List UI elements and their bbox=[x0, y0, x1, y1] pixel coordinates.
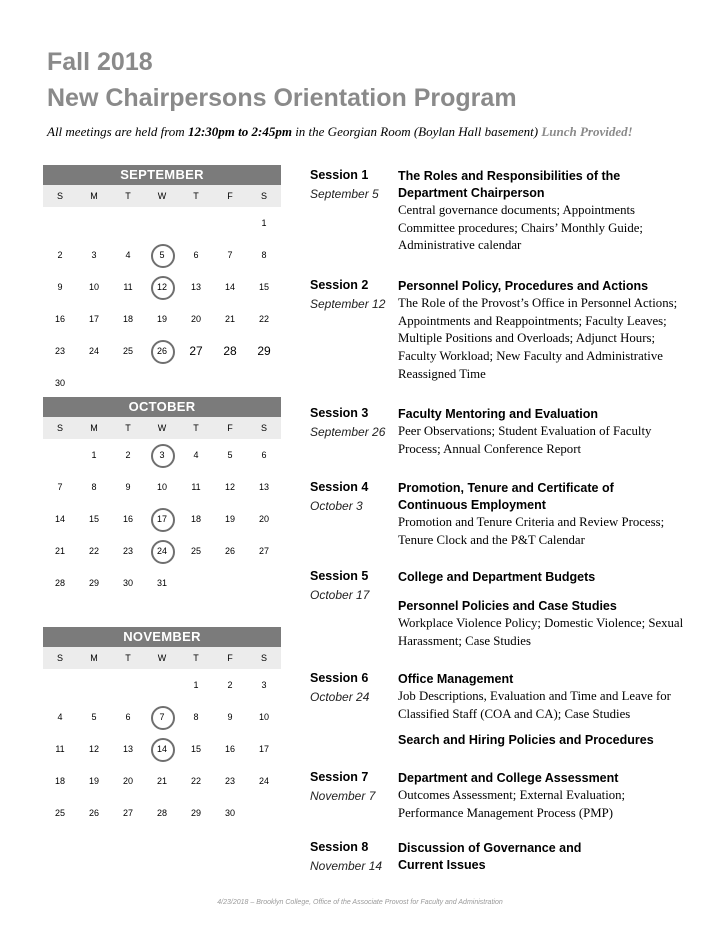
meeting-info bbox=[47, 124, 633, 140]
session-day-circled: 24 bbox=[145, 541, 179, 561]
weekday-label: T bbox=[193, 191, 199, 201]
calendar-week-row bbox=[43, 271, 281, 303]
calendar-week-row bbox=[43, 207, 281, 239]
session-topic bbox=[398, 406, 690, 458]
calendar-day: 1 bbox=[193, 680, 199, 690]
calendar-day: 16 bbox=[122, 514, 133, 524]
calendar-week-row bbox=[43, 239, 281, 271]
topic-title: Promotion, Tenure and Certificate of Continuous Employment bbox=[398, 481, 614, 512]
session-topic bbox=[398, 671, 690, 723]
calendar-day: 10 bbox=[258, 712, 269, 722]
calendar-day: 16 bbox=[54, 314, 65, 324]
weekday-label: T bbox=[125, 191, 131, 201]
page-title: Fall 2018 bbox=[47, 48, 153, 76]
calendar-day: 3 bbox=[261, 680, 267, 690]
calendar-day: 23 bbox=[224, 776, 235, 786]
calendar-day: 15 bbox=[88, 514, 99, 524]
weekday-label: T bbox=[193, 423, 199, 433]
calendar-day: 1 bbox=[91, 450, 97, 460]
session-label: Session 3 bbox=[310, 406, 369, 420]
calendar-day: 19 bbox=[88, 776, 99, 786]
weekday-header bbox=[43, 647, 281, 669]
session-topic bbox=[398, 480, 665, 549]
calendar-day: 8 bbox=[91, 482, 97, 492]
weekday-label: F bbox=[227, 423, 233, 433]
calendar-weeks bbox=[43, 669, 281, 829]
weekday-label: T bbox=[125, 653, 131, 663]
calendar-day: 28 bbox=[156, 808, 167, 818]
session-topic bbox=[398, 569, 690, 586]
calendar-week-row bbox=[43, 669, 281, 701]
calendar-day: 8 bbox=[193, 712, 199, 722]
session-topic bbox=[398, 278, 690, 384]
calendar-day: 10 bbox=[156, 482, 167, 492]
topic-description: Promotion and Tenure Criteria and Review Process; Tenure Clock and the P&T Calendar bbox=[398, 515, 665, 547]
calendar-day: 14 bbox=[54, 514, 65, 524]
session-day-circled: 26 bbox=[145, 341, 179, 361]
session-label: Session 5 bbox=[310, 569, 369, 583]
calendar-day: 22 bbox=[190, 776, 201, 786]
calendar-day: 20 bbox=[190, 314, 201, 324]
session-date: October 3 bbox=[310, 499, 363, 513]
calendar-day: 4 bbox=[125, 250, 131, 260]
calendar-week-row bbox=[43, 733, 281, 765]
topic-description: Workplace Violence Policy; Domestic Violence; Sexual Harassment; Case Studies bbox=[398, 616, 684, 648]
calendar-weeks bbox=[43, 439, 281, 599]
calendar-day: 30 bbox=[54, 378, 65, 388]
calendar-month-title: SEPTEMBER bbox=[43, 165, 281, 185]
lunch-note: Lunch Provided! bbox=[541, 124, 633, 139]
weekday-header bbox=[43, 417, 281, 439]
topic-title: Office Management bbox=[398, 672, 514, 686]
calendar-day: 23 bbox=[54, 346, 65, 356]
calendar-day: 25 bbox=[122, 346, 133, 356]
session-date: October 24 bbox=[310, 690, 370, 704]
calendar-day: 21 bbox=[224, 314, 235, 324]
calendar-day: 9 bbox=[227, 712, 233, 722]
session-day-circled: 17 bbox=[145, 509, 179, 529]
weekday-label: S bbox=[56, 191, 63, 201]
topic-description: Job Descriptions, Evaluation and Time and Leave for Classified Staff (COA and CA); Case Studies bbox=[398, 689, 671, 721]
calendar-day: 15 bbox=[190, 744, 201, 754]
calendar-day: 11 bbox=[55, 744, 65, 754]
calendar-day: 18 bbox=[54, 776, 65, 786]
weekday-label: S bbox=[260, 191, 267, 201]
meeting-time: 12:30pm to 2:45pm bbox=[187, 124, 292, 139]
calendar-day: 13 bbox=[190, 282, 201, 292]
calendar-day: 24 bbox=[88, 346, 99, 356]
calendar-week-row bbox=[43, 303, 281, 335]
calendar-day: 20 bbox=[122, 776, 133, 786]
calendar-day: 18 bbox=[190, 514, 201, 524]
calendar-day: 5 bbox=[91, 712, 97, 722]
calendar-week-row bbox=[43, 701, 281, 733]
session-label: Session 2 bbox=[310, 278, 369, 292]
topic-title: Search and Hiring Policies and Procedures bbox=[398, 733, 654, 747]
topic-description: Peer Observations; Student Evaluation of Faculty Process; Annual Conference Report bbox=[398, 424, 652, 456]
topic-title: Department and College Assessment bbox=[398, 771, 619, 785]
session-label: Session 8 bbox=[310, 840, 369, 854]
calendar-month-title: NOVEMBER bbox=[43, 627, 281, 647]
calendar-week-row bbox=[43, 503, 281, 535]
calendar-day: 9 bbox=[125, 482, 131, 492]
weekday-header bbox=[43, 185, 281, 207]
calendar-month-title: OCTOBER bbox=[43, 397, 281, 417]
weekday-label: T bbox=[125, 423, 131, 433]
calendar-day: 27 bbox=[189, 344, 203, 358]
session-topic bbox=[398, 598, 690, 650]
weekday-label: F bbox=[227, 191, 233, 201]
intro-location: in the Georgian Room (Boylan Hall basement) bbox=[291, 124, 542, 139]
calendar-day: 7 bbox=[227, 250, 233, 260]
calendar-week-row bbox=[43, 797, 281, 829]
weekday-label: S bbox=[260, 653, 267, 663]
calendar-day: 26 bbox=[88, 808, 99, 818]
calendar-day: 6 bbox=[125, 712, 131, 722]
calendar-day: 19 bbox=[224, 514, 235, 524]
topic-title: Faculty Mentoring and Evaluation bbox=[398, 407, 599, 421]
weekday-label: M bbox=[90, 191, 98, 201]
session-label: Session 1 bbox=[310, 168, 369, 182]
session-day-circled: 7 bbox=[145, 707, 179, 727]
session-topic bbox=[398, 168, 690, 255]
calendar-day: 21 bbox=[156, 776, 167, 786]
weekday-label: T bbox=[193, 653, 199, 663]
calendar-week-row bbox=[43, 471, 281, 503]
calendar-day: 23 bbox=[122, 546, 133, 556]
calendar-day: 25 bbox=[54, 808, 65, 818]
topic-description: Outcomes Assessment; External Evaluation; Performance Management Process (PMP) bbox=[398, 788, 626, 820]
calendar-day: 24 bbox=[258, 776, 269, 786]
calendar-day: 28 bbox=[223, 344, 237, 358]
calendar-day: 29 bbox=[190, 808, 201, 818]
calendar-weeks bbox=[43, 207, 281, 399]
weekday-label: S bbox=[56, 653, 63, 663]
calendar-day: 14 bbox=[224, 282, 235, 292]
weekday-label: M bbox=[90, 423, 98, 433]
weekday-label: F bbox=[227, 653, 233, 663]
calendar-day: 26 bbox=[224, 546, 235, 556]
calendar-day: 17 bbox=[88, 314, 99, 324]
calendar-week-row bbox=[43, 567, 281, 599]
calendar-day: 25 bbox=[190, 546, 201, 556]
calendar-day: 2 bbox=[57, 250, 63, 260]
calendar-day: 3 bbox=[91, 250, 97, 260]
calendar-november bbox=[43, 627, 281, 829]
calendar-day: 31 bbox=[156, 578, 167, 588]
session-topic bbox=[398, 840, 608, 874]
calendar-day: 18 bbox=[122, 314, 133, 324]
topic-title: Personnel Policy, Procedures and Actions bbox=[398, 279, 649, 293]
topic-title: The Roles and Responsibilities of the Department Chairperson bbox=[398, 169, 621, 200]
calendar-week-row bbox=[43, 535, 281, 567]
calendar-day: 29 bbox=[257, 344, 271, 358]
session-date: November 7 bbox=[310, 789, 376, 803]
calendar-day: 28 bbox=[54, 578, 65, 588]
session-label: Session 4 bbox=[310, 480, 369, 494]
calendar-day: 27 bbox=[122, 808, 133, 818]
calendar-day: 21 bbox=[54, 546, 65, 556]
session-topic bbox=[398, 732, 690, 749]
session-date: November 14 bbox=[310, 859, 383, 873]
calendar-day: 5 bbox=[227, 450, 233, 460]
calendar-day: 22 bbox=[258, 314, 269, 324]
page-subtitle: New Chairpersons Orientation Program bbox=[47, 84, 517, 112]
calendar-day: 12 bbox=[88, 744, 99, 754]
calendar-day: 10 bbox=[88, 282, 99, 292]
calendar-week-row bbox=[43, 439, 281, 471]
topic-title: College and Department Budgets bbox=[398, 570, 596, 584]
calendar-day: 11 bbox=[191, 482, 201, 492]
calendar-day: 29 bbox=[88, 578, 99, 588]
session-day-circled: 3 bbox=[145, 445, 179, 465]
calendar-day: 4 bbox=[57, 712, 63, 722]
calendar-september bbox=[43, 165, 281, 399]
calendar-day: 13 bbox=[258, 482, 269, 492]
intro-prefix: All meetings are held from bbox=[47, 124, 188, 139]
page-footer: 4/23/2018 – Brooklyn College, Office of the Associate Provost for Faculty and Administration bbox=[217, 899, 503, 906]
calendar-day: 6 bbox=[261, 450, 267, 460]
session-day-circled: 12 bbox=[145, 277, 179, 297]
session-day-circled: 14 bbox=[145, 739, 179, 759]
weekday-label: S bbox=[260, 423, 267, 433]
calendar-day: 13 bbox=[122, 744, 133, 754]
weekday-label: S bbox=[56, 423, 63, 433]
calendar-day: 20 bbox=[258, 514, 269, 524]
session-date: October 17 bbox=[310, 588, 370, 602]
weekday-label: W bbox=[157, 191, 167, 201]
calendar-week-row bbox=[43, 765, 281, 797]
calendar-day: 17 bbox=[258, 744, 269, 754]
calendar-day: 8 bbox=[261, 250, 267, 260]
calendar-day: 22 bbox=[88, 546, 99, 556]
calendar-week-row bbox=[43, 335, 281, 367]
calendar-day: 2 bbox=[125, 450, 131, 460]
calendar-day: 1 bbox=[261, 218, 267, 228]
topic-title: Personnel Policies and Case Studies bbox=[398, 599, 617, 613]
topic-title: Discussion of Governance and Current Issues bbox=[398, 841, 582, 872]
session-day-circled: 5 bbox=[145, 245, 179, 265]
calendar-day: 15 bbox=[258, 282, 269, 292]
session-date: September 12 bbox=[310, 297, 386, 311]
calendar-day: 16 bbox=[224, 744, 235, 754]
calendar-october bbox=[43, 397, 281, 599]
calendar-day: 9 bbox=[57, 282, 63, 292]
calendar-day: 30 bbox=[122, 578, 133, 588]
calendar-day: 7 bbox=[57, 482, 63, 492]
session-topic bbox=[398, 770, 690, 822]
calendar-day: 19 bbox=[156, 314, 167, 324]
weekday-label: M bbox=[90, 653, 98, 663]
calendar-day: 2 bbox=[227, 680, 233, 690]
calendar-day: 4 bbox=[193, 450, 199, 460]
calendar-week-row bbox=[43, 367, 281, 399]
calendar-day: 11 bbox=[123, 282, 133, 292]
session-label: Session 7 bbox=[310, 770, 369, 784]
calendar-day: 6 bbox=[193, 250, 199, 260]
weekday-label: W bbox=[157, 653, 167, 663]
session-date: September 26 bbox=[310, 425, 386, 439]
calendar-day: 27 bbox=[258, 546, 269, 556]
session-label: Session 6 bbox=[310, 671, 369, 685]
topic-description: The Role of the Provost’s Office in Personnel Actions; Appointments and Reappointments; Faculty Leaves; Multiple Positions and Overloads; Adjunct Hours; Faculty Workload; New Faculty and Administrative Reassigned Time bbox=[398, 296, 678, 381]
calendar-day: 30 bbox=[224, 808, 235, 818]
topic-description: Central governance documents; Appointments Committee procedures; Chairs’ Monthly Guide; Administrative calendar bbox=[398, 203, 643, 253]
calendar-day: 12 bbox=[224, 482, 235, 492]
session-date: September 5 bbox=[310, 187, 379, 201]
weekday-label: W bbox=[157, 423, 167, 433]
